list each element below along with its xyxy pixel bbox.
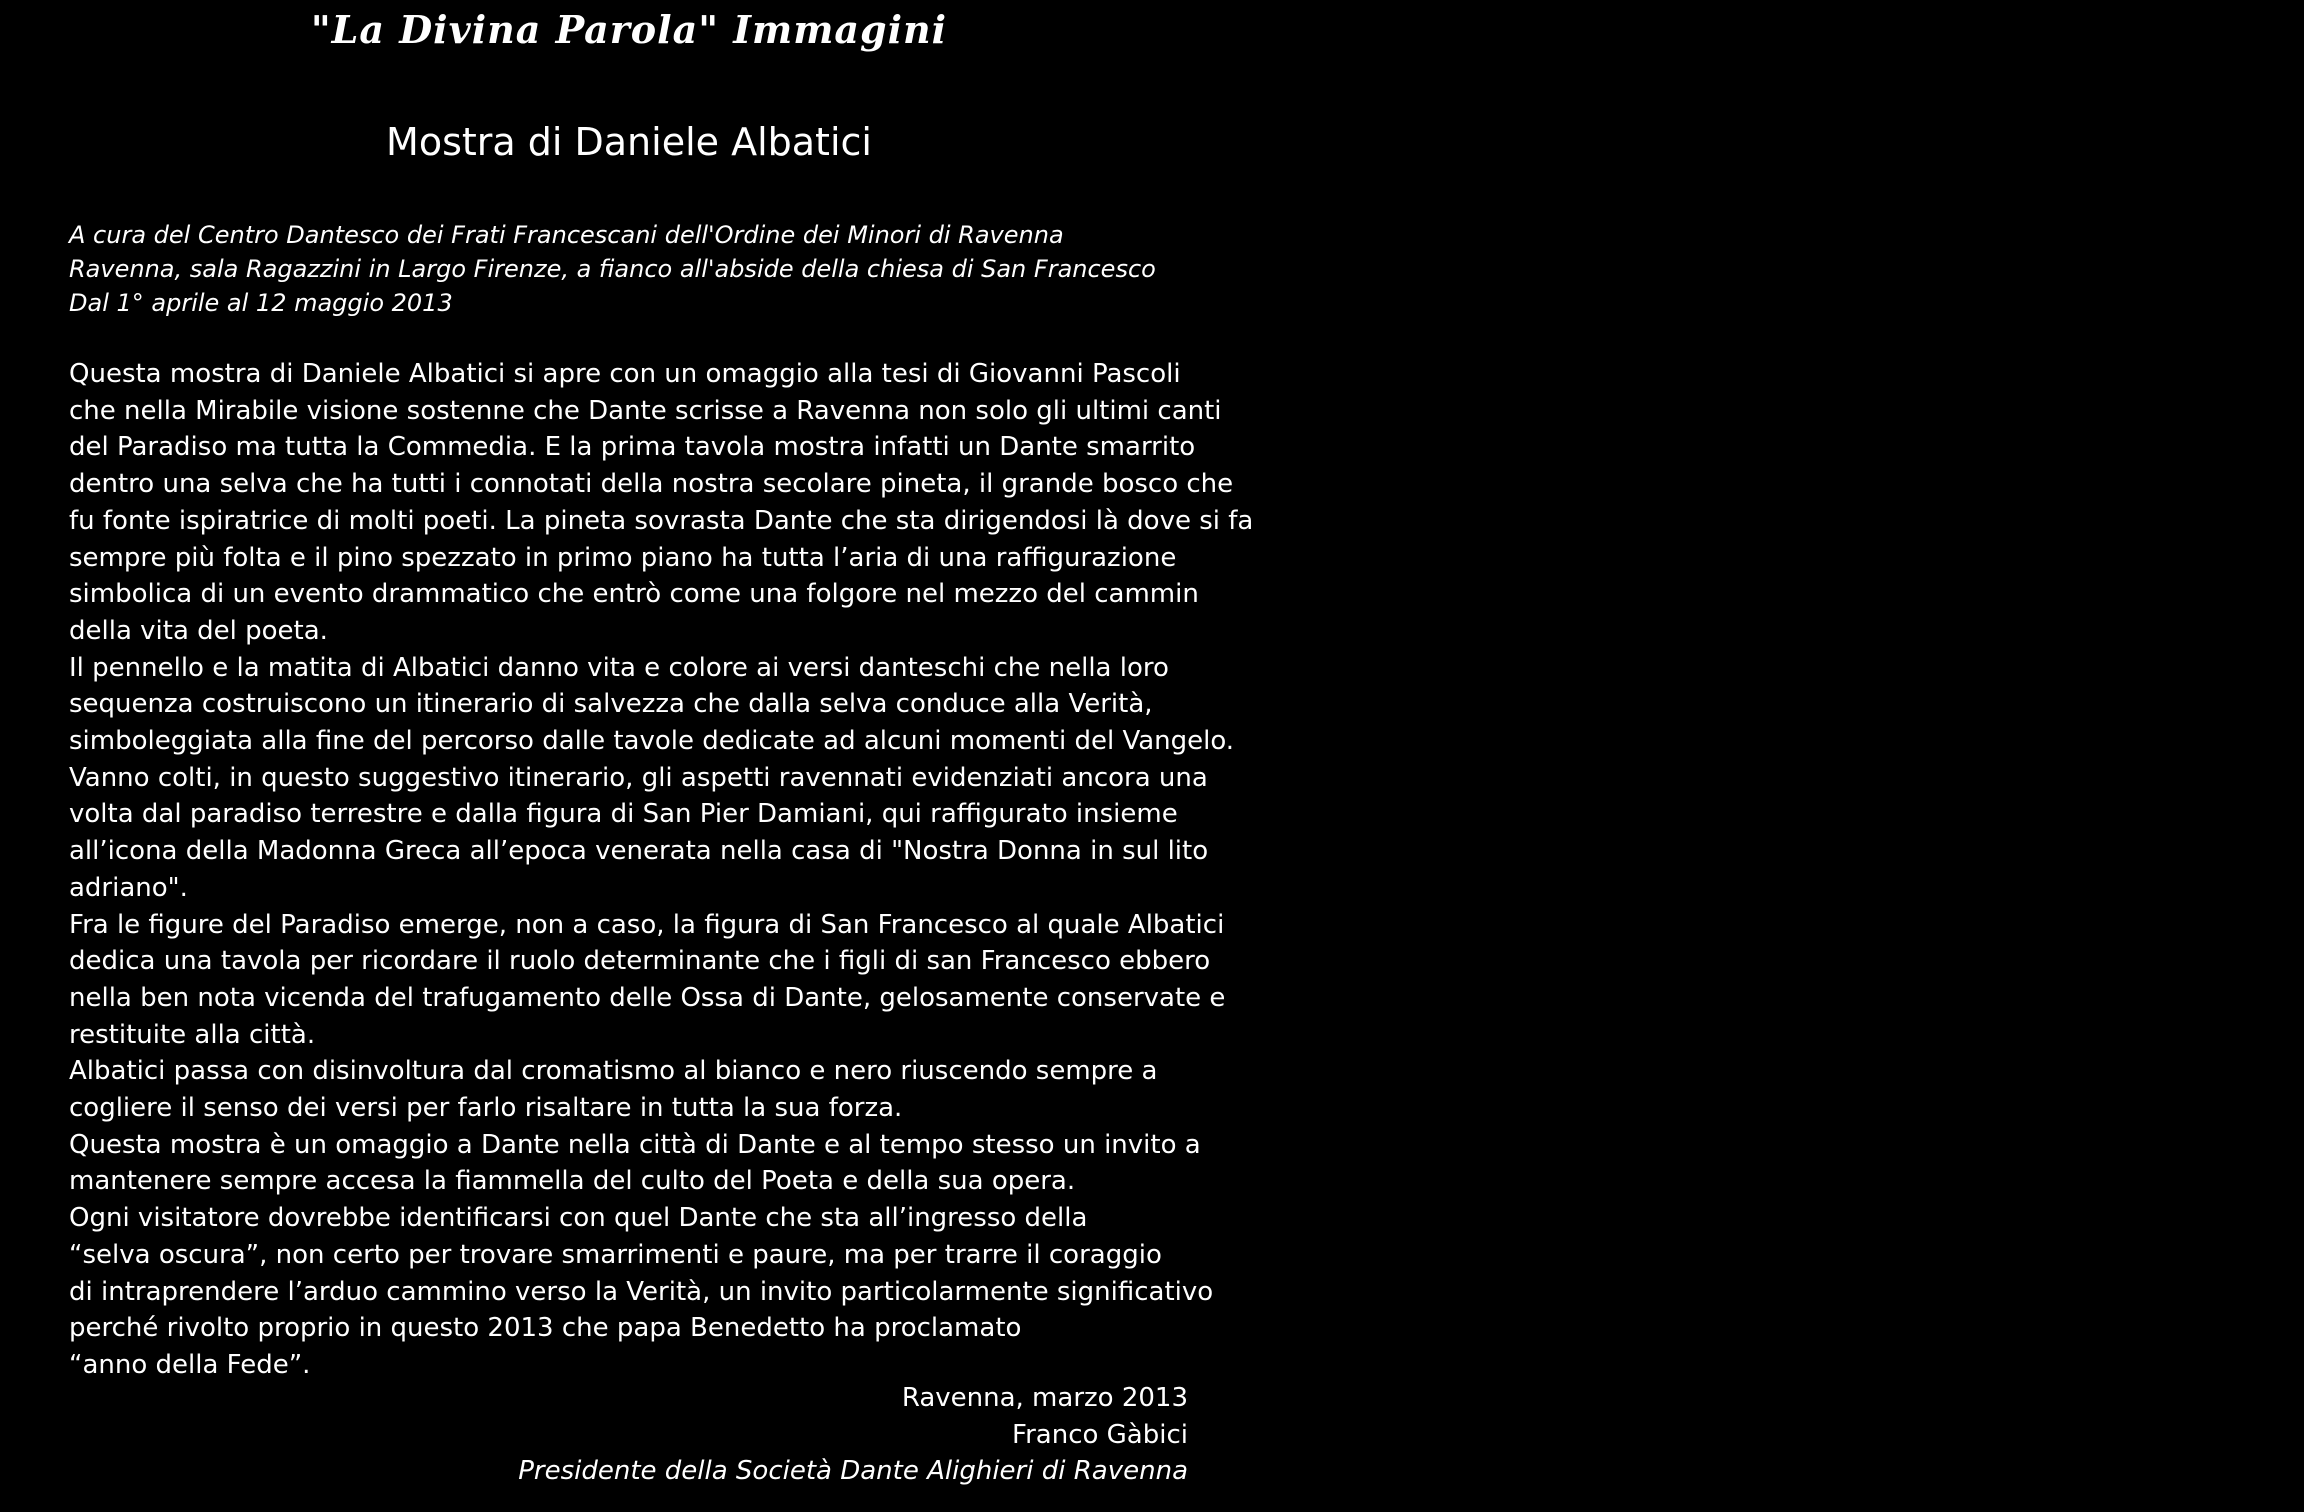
- page-subtitle: Mostra di Daniele Albatici: [386, 120, 872, 164]
- body-line: Vanno colti, in questo suggestivo itinerario, gli aspetti ravennati evidenziati ancora una: [69, 762, 1208, 793]
- signature-block: [518, 1380, 1188, 1490]
- body-line: mantenere sempre accesa la fiammella del culto del Poeta e della sua opera.: [69, 1166, 1076, 1197]
- page-title: "La Divina Parola" Immagini: [310, 7, 948, 52]
- body-line: nella ben nota vicenda del trafugamento delle Ossa di Dante, gelosamente conservate e: [69, 982, 1226, 1013]
- body-line: volta dal paradiso terrestre e dalla figura di San Pier Damiani, qui raffigurato insieme: [69, 799, 1178, 830]
- signature-role: Presidente della Società Dante Alighieri di Ravenna: [518, 1456, 1188, 1487]
- body-line: del Paradiso ma tutta la Commedia. E la prima tavola mostra infatti un Dante smarrito: [69, 432, 1196, 463]
- signature-author: Franco Gàbici: [1012, 1419, 1188, 1450]
- body-line: Questa mostra è un omaggio a Dante nella città di Dante e al tempo stesso un invito a: [69, 1129, 1201, 1160]
- body-text: [69, 356, 1254, 1384]
- body-line: Questa mostra di Daniele Albatici si apre con un omaggio alla tesi di Giovanni Pascoli: [69, 359, 1181, 389]
- info-line: Ravenna, sala Ragazzini in Largo Firenze, a fianco all'abside della chiesa di San Francesco: [69, 255, 1156, 283]
- body-line: dentro una selva che ha tutti i connotati della nostra secolare pineta, il grande bosco che: [69, 469, 1234, 500]
- body-line: Fra le figure del Paradiso emerge, non a caso, la figura di San Francesco al quale Albatici: [69, 909, 1225, 940]
- body-line: dedica una tavola per ricordare il ruolo determinante che i figli di san Francesco ebbero: [69, 946, 1211, 977]
- info-line: Dal 1° aprile al 12 maggio 2013: [69, 289, 453, 317]
- body-line: che nella Mirabile visione sostenne che Dante scrisse a Ravenna non solo gli ultimi canti: [69, 395, 1222, 426]
- signature-place-date: Ravenna, marzo 2013: [901, 1383, 1188, 1413]
- body-line: all’icona della Madonna Greca all’epoca venerata nella casa di "Nostra Donna in sul lito: [69, 836, 1209, 867]
- body-line: della vita del poeta.: [69, 615, 328, 646]
- body-line: “anno della Fede”.: [69, 1349, 311, 1380]
- info-line: A cura del Centro Dantesco dei Frati Francescani dell'Ordine dei Minori di Ravenna: [69, 221, 1064, 249]
- body-line: simbolica di un evento drammatico che entrò come una folgore nel mezzo del cammin: [69, 579, 1199, 610]
- body-line: simboleggiata alla fine del percorso dalle tavole dedicate ad alcuni momenti del Vangelo.: [69, 726, 1235, 757]
- body-line: sequenza costruiscono un itinerario di salvezza che dalla selva conduce alla Verità,: [69, 689, 1153, 720]
- body-line: di intraprendere l’arduo cammino verso la Verità, un invito particolarmente significativo: [69, 1276, 1214, 1307]
- body-line: Ogni visitatore dovrebbe identificarsi con quel Dante che sta all’ingresso della: [69, 1203, 1088, 1234]
- body-line: fu fonte ispiratrice di molti poeti. La pineta sovrasta Dante che sta dirigendosi là dove si fa: [69, 505, 1254, 536]
- body-line: cogliere il senso dei versi per farlo risaltare in tutta la sua forza.: [69, 1093, 903, 1124]
- body-line: Il pennello e la matita di Albatici danno vita e colore ai versi danteschi che nella loro: [69, 652, 1169, 683]
- exhibition-info: [69, 218, 1209, 320]
- body-line: sempre più folta e il pino spezzato in primo piano ha tutta l’aria di una raffigurazione: [69, 542, 1177, 573]
- body-line: Albatici passa con disinvoltura dal cromatismo al bianco e nero riuscendo sempre a: [69, 1056, 1158, 1087]
- body-line: perché rivolto proprio in questo 2013 che papa Benedetto ha proclamato: [69, 1313, 1022, 1344]
- body-line: adriano".: [69, 872, 188, 903]
- body-line: “selva oscura”, non certo per trovare smarrimenti e paure, ma per trarre il coraggio: [69, 1239, 1162, 1270]
- body-line: restituite alla città.: [69, 1019, 316, 1050]
